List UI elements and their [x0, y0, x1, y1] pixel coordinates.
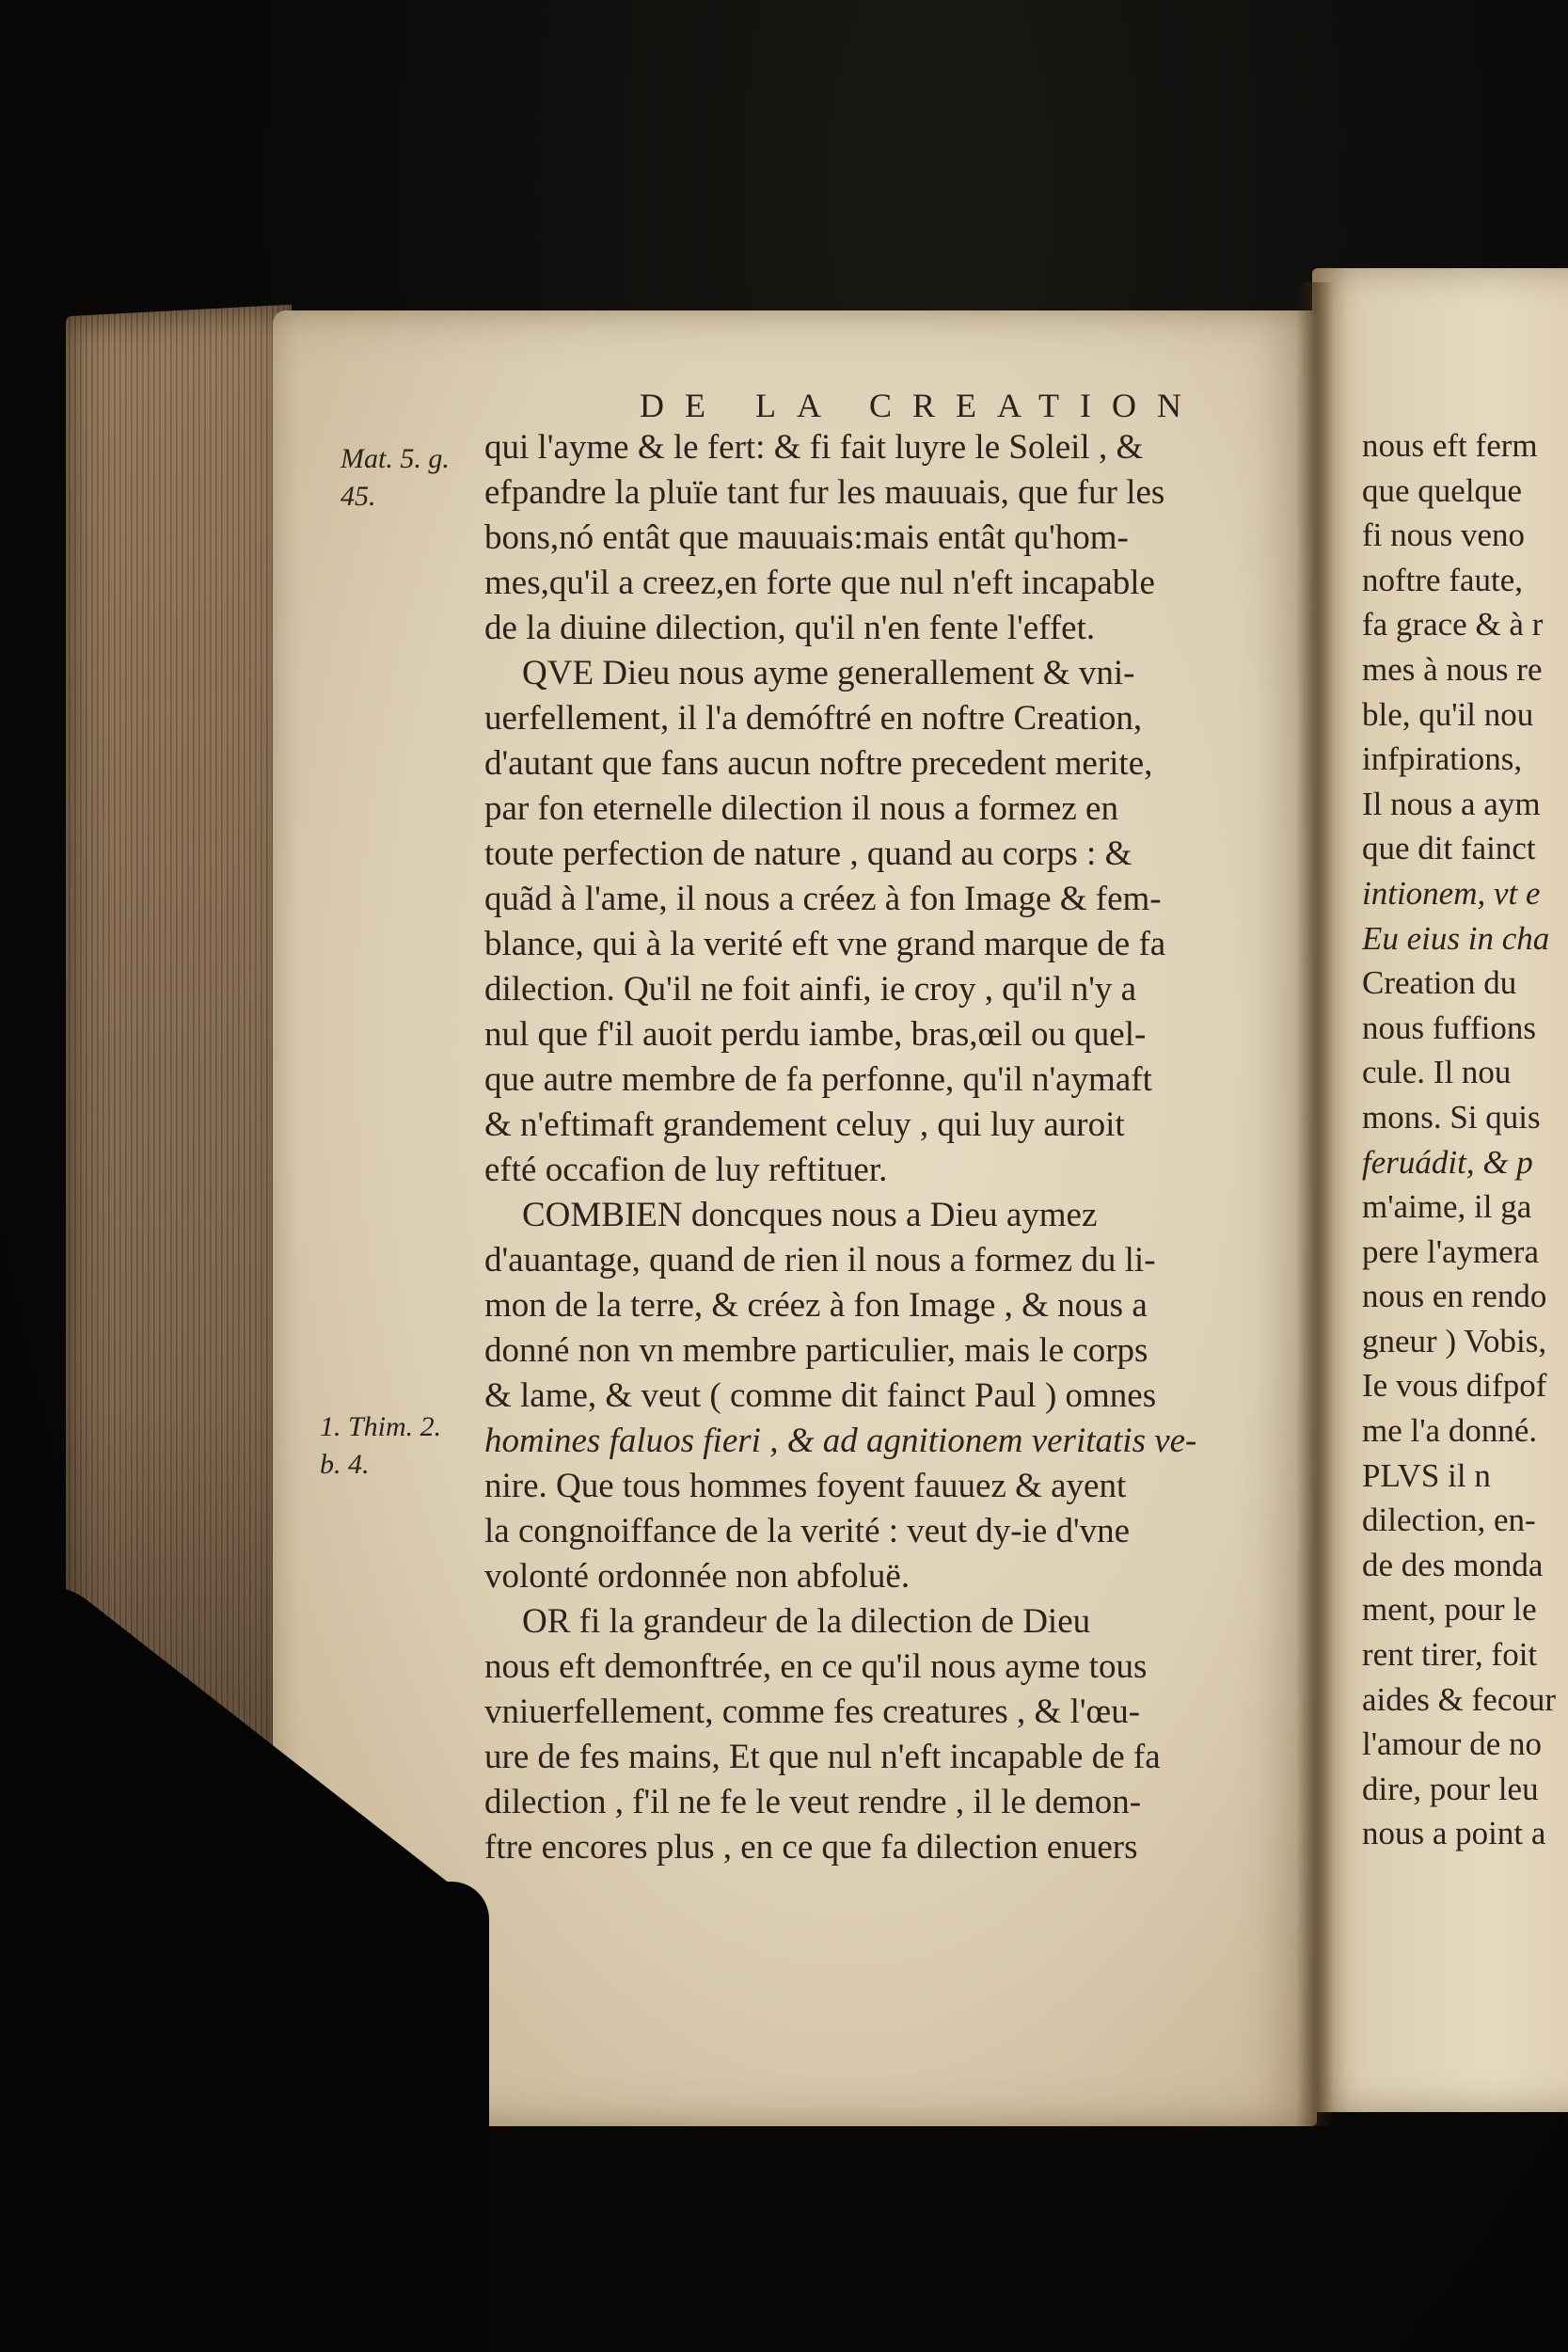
text-line: nous eft demonftrée, en ce qu'il nous ayme tous [484, 1647, 1148, 1686]
text-line: m'aime, il ga [1362, 1188, 1532, 1226]
text-line: vniuerfellement, comme fes creatures , & l'œu- [484, 1692, 1141, 1731]
dark-corner-overlay [0, 1882, 489, 2352]
text-line: nous a point a [1362, 1815, 1546, 1852]
text-line: cule. Il nou [1362, 1054, 1512, 1091]
paragraph-start-line: QVE Dieu nous ayme generallement & vni- [522, 654, 1135, 692]
text-line: Il nous a aym [1362, 785, 1541, 822]
text-line: d'autant que fans aucun noftre precedent merite, [484, 744, 1153, 783]
text-line: volonté ordonnée non abfoluë. [484, 1557, 911, 1596]
text-line: blance, qui à la verité eft vne grand marque de fa [484, 925, 1166, 963]
text-line: nul que f'il auoit perdu iambe, bras,œil ou quel- [484, 1015, 1147, 1054]
text-line: l'amour de no [1362, 1725, 1542, 1763]
text-line: mons. Si quis [1362, 1098, 1541, 1136]
text-line: dire, pour leu [1362, 1770, 1539, 1807]
paragraph-start-line: OR fi la grandeur de la dilection de Dieu [522, 1602, 1091, 1641]
margin-note-line: Mat. 5. g. [341, 443, 450, 474]
text-line: que dit fainct [1362, 830, 1536, 867]
left-page-text [484, 425, 1256, 1870]
text-line: nous eft ferm [1362, 427, 1538, 464]
text-line: infpirations, [1362, 740, 1523, 778]
margin-note-matthew [341, 440, 450, 516]
text-line: & n'eftimaft grandement celuy , qui luy auroit [484, 1105, 1125, 1144]
text-line: toute perfection de nature , quand au corps : & [484, 834, 1132, 873]
text-line: mon de la terre, & créez à fon Image , & nous a [484, 1286, 1148, 1325]
text-line: d'auantage, quand de rien il nous a formez du li- [484, 1241, 1156, 1279]
text-line: donné non vn membre particulier, mais le corps [484, 1331, 1148, 1370]
text-line: de des monda [1362, 1546, 1544, 1583]
text-line: mes,qu'il a creez,en forte que nul n'eft incapable [484, 564, 1155, 602]
latin-quote-line: feruádit, & p [1362, 1143, 1533, 1181]
latin-quote-line: homines faluos fieri , & ad agnitionem veritatis ve- [484, 1422, 1197, 1460]
text-line: quãd à l'ame, il nous a créez à fon Image & fem- [484, 880, 1162, 918]
text-line: dilection. Qu'il ne foit ainfi, ie croy , qu'il n'y a [484, 970, 1137, 1009]
text-line: gneur ) Vobis, [1362, 1322, 1547, 1359]
text-line: efté occafion de luy reftituer. [484, 1151, 888, 1189]
text-line: rent tirer, foit [1362, 1636, 1538, 1674]
text-line: dilection, en- [1362, 1502, 1536, 1539]
text-line: fa grace & à r [1362, 606, 1544, 644]
text-line: qui l'ayme & le fert: & fi fait luyre le Soleil , & [484, 428, 1144, 467]
text-line: dilection , f'il ne fe le veut rendre , il le demon- [484, 1783, 1142, 1821]
text-line: bons,nó entât que mauuais:mais entât qu'hom- [484, 518, 1129, 557]
margin-note-line: b. 4. [320, 1449, 370, 1480]
text-line: noftre faute, [1362, 561, 1524, 598]
text-line: pere l'aymera [1362, 1232, 1539, 1270]
latin-quote-line: intionem, vt e [1362, 874, 1541, 912]
text-line: mes à nous re [1362, 650, 1543, 688]
paragraph-start-line: COMBIEN doncques nous a Dieu aymez [522, 1196, 1098, 1234]
text-line: & lame, & veut ( comme dit fainct Paul ) omnes [484, 1376, 1157, 1415]
book-gutter [1296, 282, 1334, 2126]
text-line: la congnoiffance de la verité : veut dy-ie d'vne [484, 1512, 1131, 1550]
right-page-text [1362, 423, 1568, 1856]
text-line: ure de fes mains, Et que nul n'eft incapable de fa [484, 1738, 1161, 1776]
text-line: nire. Que tous hommes foyent fauuez & ayent [484, 1467, 1127, 1505]
margin-note-line: 45. [341, 481, 376, 512]
text-line: efpandre la pluïe tant fur les mauuais, que fur les [484, 473, 1165, 512]
text-line: PLVS il n [1362, 1456, 1491, 1494]
text-line: ment, pour le [1362, 1591, 1537, 1629]
text-line: par fon eternelle dilection il nous a formez en [484, 789, 1118, 828]
text-line: fi nous veno [1362, 516, 1526, 554]
margin-note-timothy [320, 1408, 441, 1484]
text-line: que autre membre de fa perfonne, qu'il n'aymaft [484, 1060, 1152, 1099]
margin-note-line: 1. Thim. 2. [320, 1411, 442, 1442]
text-line: nous fuffions [1362, 1009, 1537, 1046]
latin-quote-line: Eu eius in cha [1362, 919, 1550, 957]
text-line: ftre encores plus , en ce que fa dilection enuers [484, 1828, 1138, 1867]
text-line: Creation du [1362, 964, 1517, 1002]
running-head: DE LA CREATION [640, 387, 1202, 424]
text-line: uerfellement, il l'a demóftré en noftre Creation, [484, 699, 1143, 738]
text-line: ble, qu'il nou [1362, 695, 1534, 733]
text-line: Ie vous difpof [1362, 1367, 1547, 1405]
text-line: nous en rendo [1362, 1278, 1547, 1315]
text-line: aides & fecour [1362, 1680, 1557, 1718]
text-line: de la diuine dilection, qu'il n'en fente l'effet. [484, 609, 1096, 647]
text-line: me l'a donné. [1362, 1412, 1538, 1450]
text-line: que quelque [1362, 471, 1523, 509]
